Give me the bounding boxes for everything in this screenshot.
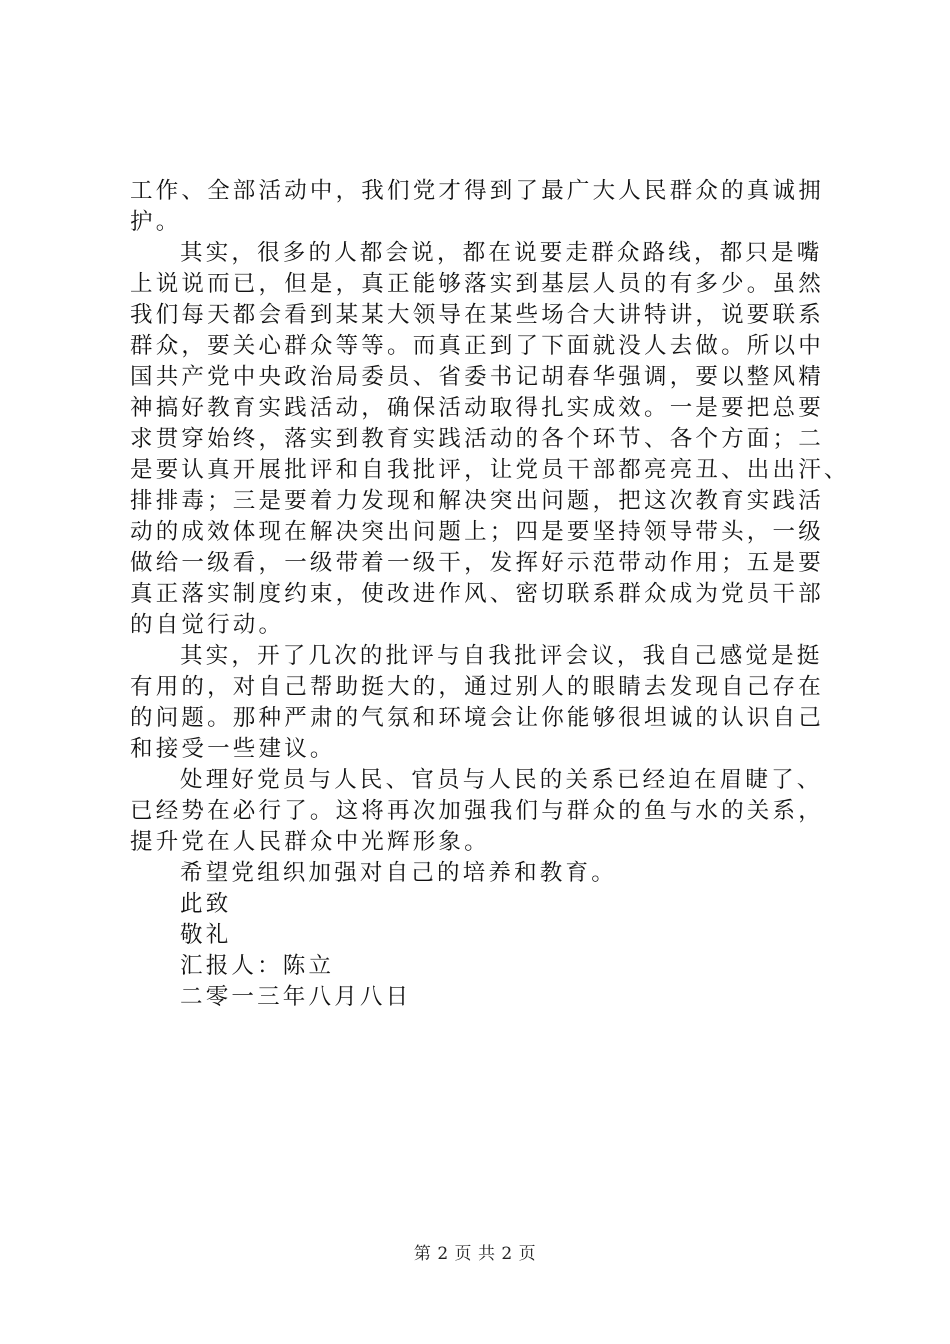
text-line: 希望党组织加强对自己的培养和教育。 xyxy=(180,860,617,886)
text-line: 国共产党中央政治局委员、省委书记胡春华强调，要以整风精 xyxy=(130,364,824,390)
text-line: 有用的，对自己帮助挺大的，通过别人的眼睛去发现自己存在 xyxy=(130,674,824,700)
text-line: 做给一级看，一级带着一级干，发挥好示范带动作用；五是要 xyxy=(130,550,824,576)
salutation-line: 此致 xyxy=(180,891,232,917)
date-line: 二零一三年八月八日 xyxy=(180,984,412,1010)
page-footer xyxy=(0,1244,950,1264)
text-line: 已经势在必行了。这将再次加强我们与群众的鱼与水的关系， xyxy=(130,798,824,824)
text-line: 求贯穿始终，落实到教育实践活动的各个环节、各个方面；二 xyxy=(130,426,824,452)
text-line: 和接受一些建议。 xyxy=(130,736,336,762)
text-line: 工作、全部活动中，我们党才得到了最广大人民群众的真诚拥 xyxy=(130,178,824,204)
page-number-label: 第 2 页 共 2 页 xyxy=(413,1244,537,1264)
text-line: 我们每天都会看到某某大领导在某些场合大讲特讲，说要联系 xyxy=(130,302,824,328)
text-line: 上说说而已，但是，真正能够落实到基层人员的有多少。虽然 xyxy=(130,271,824,297)
text-line: 群众，要关心群众等等。而真正到了下面就没人去做。所以中 xyxy=(130,333,824,359)
text-line: 的自觉行动。 xyxy=(130,612,285,638)
signature-line: 汇报人：陈立 xyxy=(180,953,335,979)
text-line: 处理好党员与人民、官员与人民的关系已经迫在眉睫了、 xyxy=(180,767,823,793)
salutation-line: 敬礼 xyxy=(180,922,232,948)
text-line: 是要认真开展批评和自我批评，让党员干部都亮亮丑、出出汗、 xyxy=(130,457,850,483)
text-line: 真正落实制度约束，使改进作风、密切联系群众成为党员干部 xyxy=(130,581,824,607)
text-line: 排排毒；三是要着力发现和解决突出问题，把这次教育实践活 xyxy=(130,488,824,514)
text-line: 护。 xyxy=(130,209,182,235)
text-line: 提升党在人民群众中光辉形象。 xyxy=(130,829,490,855)
text-line: 动的成效体现在解决突出问题上；四是要坚持领导带头，一级 xyxy=(130,519,824,545)
document-body xyxy=(130,176,850,1013)
text-line: 其实，开了几次的批评与自我批评会议，我自己感觉是挺 xyxy=(180,643,823,669)
text-line: 其实，很多的人都会说，都在说要走群众路线，都只是嘴 xyxy=(180,240,823,266)
text-line: 神搞好教育实践活动，确保活动取得扎实成效。一是要把总要 xyxy=(130,395,824,421)
text-line: 的问题。那种严肃的气氛和环境会让你能够很坦诚的认识自己 xyxy=(130,705,824,731)
